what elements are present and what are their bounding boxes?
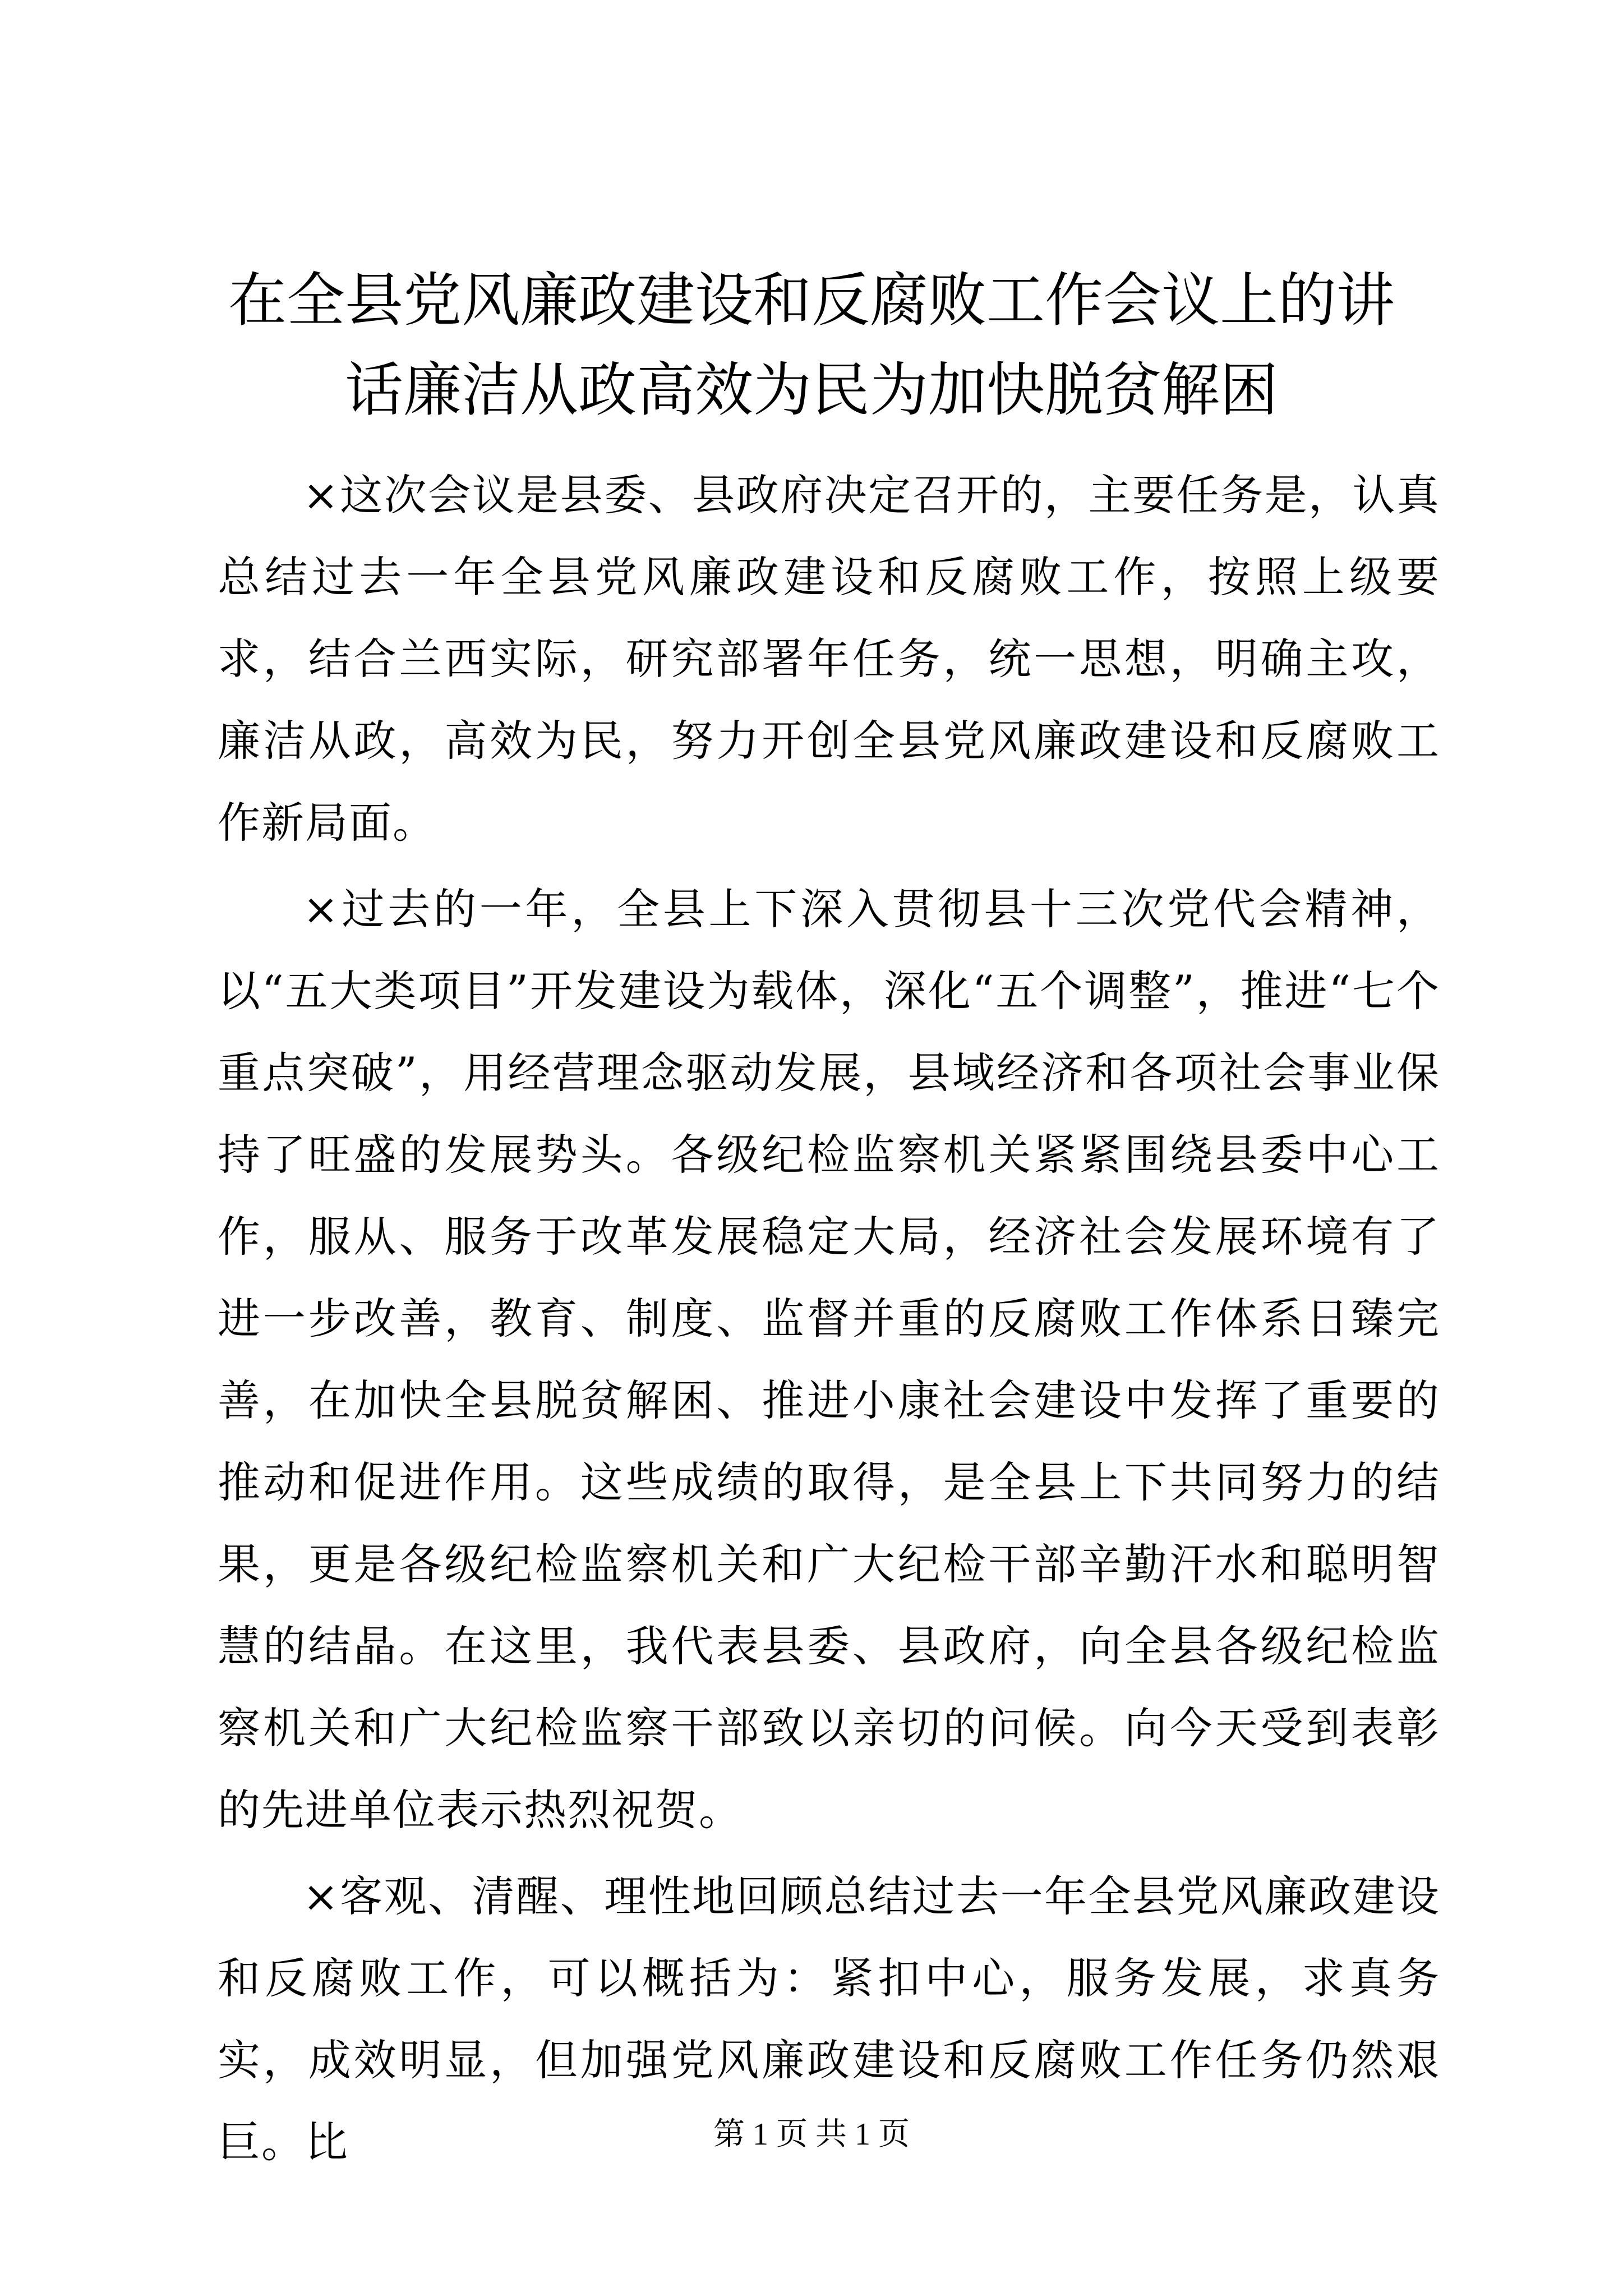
- paragraph-3: ×客观、清醒、理性地回顾总结过去一年全县党风廉政建设和反腐败工作，可以概括为：紧扣中心，服务发展，求真务实，成效明显，但加强党风廉政建设和反腐败工作任务仍然艰巨。比: [218, 1871, 1440, 2167]
- page-footer: 第 1 页 共 1 页: [713, 2117, 910, 2152]
- paragraph-2: ×过去的一年，全县上下深入贯彻县十三次党代会精神，以“五大类项目”开发建设为载体，深化“五个调整”，推进“七个重点突破”，用经营理念驱动发展，县域经济和各项社会事业保持了旺盛的发展势头。各级纪检监察机关紧紧围绕县委中心工作，服从、服务于改革发展稳定大局，经济社会发展环境有了进一步改善，教育、制度、监督并重的反腐败工作体系日臻完善，在加快全县脱贫解困、推进小康社会建设中发挥了重要的推动和促进作用。这些成绩的取得，是全县上下共同努力的结果，更是各级纪检监察机关和广大纪检干部辛勤汗水和聪明智慧的结晶。在这里，我代表县委、县政府，向全县各级纪检监察机关和广大纪检监察干部致以亲切的问候。向今天受到表彰的先进单位表示热烈祝贺。: [218, 884, 1440, 1835]
- document-body: [218, 454, 1440, 2183]
- title-line-2: 话廉洁从政高效为民为加快脱贫解困: [344, 356, 1278, 424]
- title-line-1: 在全县党风廉政建设和反腐败工作会议上的讲: [228, 266, 1395, 334]
- document-title: [202, 255, 1421, 435]
- paragraph-1: ×这次会议是县委、县政府决定召开的，主要任务是，认真总结过去一年全县党风廉政建设和反腐败工作，按照上级要求，结合兰西实际，研究部署年任务，统一思想，明确主攻，廉洁从政，高效为民，努力开创全县党风廉政建设和反腐败工作新局面。: [218, 470, 1440, 848]
